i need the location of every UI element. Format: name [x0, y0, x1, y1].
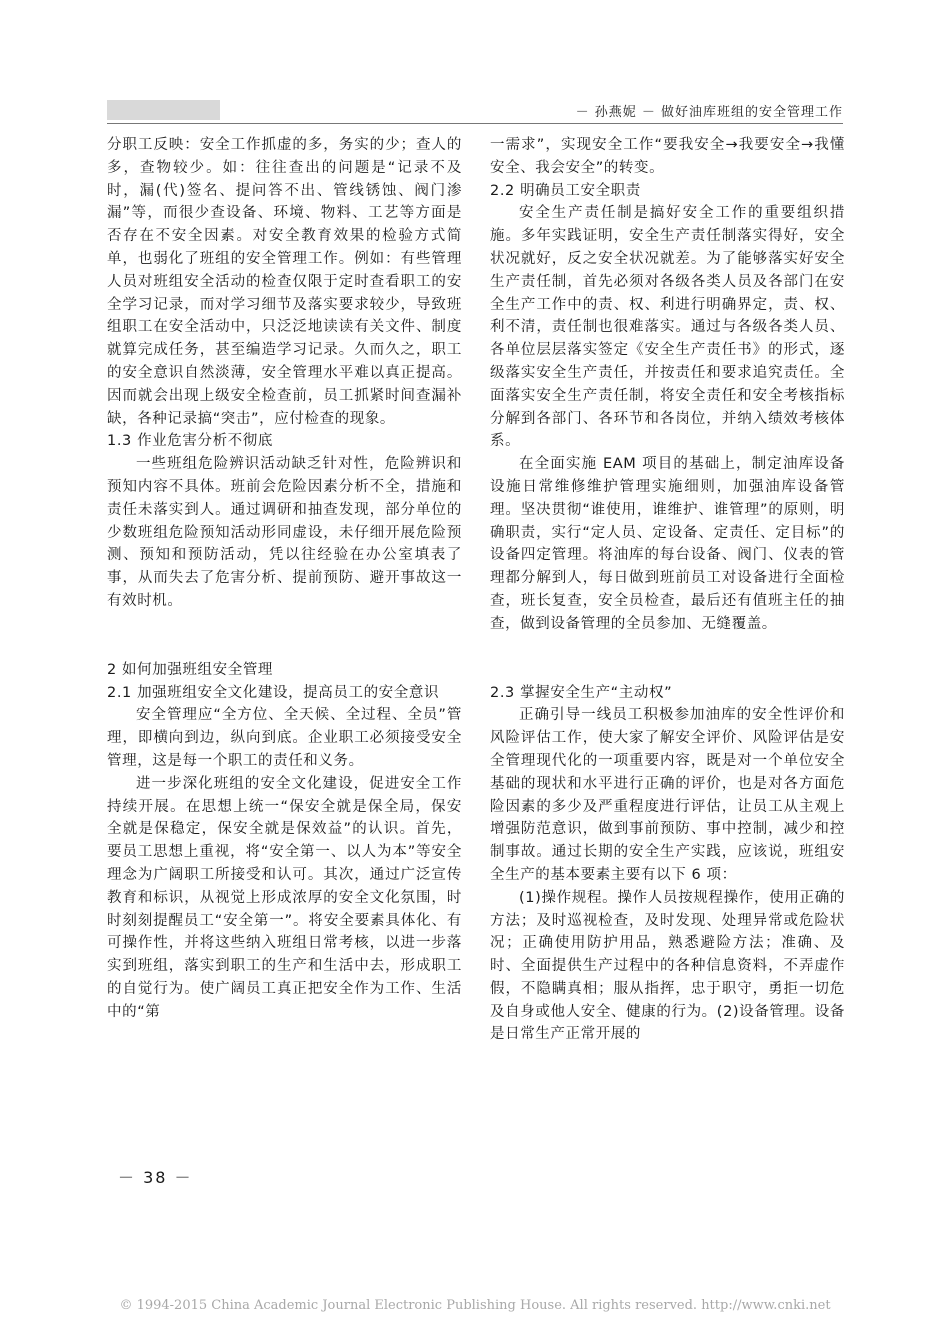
right-paragraph-3: 在全面实施 EAM 项目的基础上，制定油库设备设施日常维修维护管理实施细则，加强油库设备管理。坚决贯彻“谁使用，谁维护、谁管理”的原则，明确职责，实行“定人员、定设备、定责任、定目标”的设备四定管理。将油库的每台设备、阀门、仪表的管理都分解到人，每日做到班前员工对设备进行全面检查，班长复查，安全员检查，最后还有值班主任的抽查，做到设备管理的全员参加、无缝覆盖。 — [490, 456, 845, 632]
page-number: － 38 － — [118, 1168, 193, 1187]
section-heading-2-3: 2.3 掌握安全生产“主动权” — [490, 684, 673, 701]
right-column — [490, 134, 845, 1046]
right-paragraph-5: (1)操作规程。操作人员按规程操作，使用正确的方法；及时巡视检查，及时发现、处理异常或危险状况；正确使用防护用品，熟悉避险方法；准确、及时、全面提供生产过程中的各种信息资料，不弄虚作假，不隐瞒真相；服从指挥，忠于职守，勇拒一切危及自身或他人安全、健康的行为。(2)设备管理。设备是日常生产正常开展的 — [490, 889, 845, 1043]
left-paragraph-2: 一些班组危险辨识活动缺乏针对性，危险辨识和预知内容不具体。班前会危险因素分析不全，措施和责任未落实到人。通过调研和抽查发现，部分单位的少数班组危险预知活动形同虚设，未仔细开展危险预测、预知和预防活动，凭以往经验在办公室填表了事，从而失去了危害分析、提前预防、避开事故这一有效时机。 — [107, 456, 462, 609]
left-paragraph-4: 进一步深化班组的安全文化建设，促进安全工作持续开展。在思想上统一“保安全就是保全局，保安全就是保稳定，保安全就是保效益”的认识。首先，要员工思想上重视，将“安全第一、以人为本”等安全理念为广阔职工所接受和认可。其次，通过广泛宣传教育和标识，从视觉上形成浓厚的安全文化氛围，时时刻刻提醒员工“安全第一”。将安全要素具体化、有可操作性，并将这些纳入班组日常考核，以进一步落实到班组，落实到职工的生产和生活中去，形成职工的自觉行为。使广阔员工真正把安全作为工作、生活中的“第 — [107, 775, 462, 1020]
right-paragraph-4: 正确引导一线员工积极参加油库的安全性评价和风险评估工作，使大家了解安全评价、风险评估是安全管理现代化的一项重要内容，既是对一个单位安全基础的现状和水平进行正确的评价，也是对各方面危险因素的多少及严重程度进行评估，让员工从主观上增强防范意识，做到事前预防、事中控制，减少和控制事故。通过长期的安全生产实践，应该说，班组安全生产的基本要素主要有以下 6 项： — [490, 707, 845, 883]
column-gap — [490, 636, 845, 682]
left-column — [107, 134, 462, 1023]
header-gray-block — [107, 100, 220, 120]
section-heading-1-3: 1.3 作业危害分析不彻底 — [107, 433, 273, 450]
section-heading-2-2: 2.2 明确员工安全职责 — [490, 182, 641, 199]
left-paragraph-3: 安全管理应“全方位、全天候、全过程、全员”管理，即横向到边，纵向到底。企业职工必须接受安全管理，这是每一个职工的责任和义务。 — [107, 707, 462, 769]
column-gap — [107, 613, 462, 659]
section-heading-2: 2 如何加强班组安全管理 — [107, 661, 274, 678]
copyright-footer: © 1994-2015 China Academic Journal Electronic Publishing House. All rights reserved. http://www.cnki.net — [119, 1298, 831, 1313]
running-title: － 孙燕妮 － 做好油库班组的安全管理工作 — [575, 105, 843, 120]
section-heading-2-1: 2.1 加强班组安全文化建设，提高员工的安全意识 — [107, 684, 440, 701]
header-rule — [107, 123, 843, 124]
right-paragraph-1: 一需求”，实现安全工作“要我安全→我要安全→我懂安全、我会安全”的转变。 — [490, 137, 845, 176]
right-paragraph-2: 安全生产责任制是搞好安全工作的重要组织措施。多年实践证明，安全生产责任制落实得好，安全状况就好，反之安全状况就差。为了能够落实好安全生产责任制，首先必须对各级各类人员及各部门在安全生产工作中的责、权、利进行明确界定，责、权、利不清，责任制也很难落实。通过与各级各类人员、各单位层层落实签定《安全生产责任书》的形式，逐级落实安全生产责任，并按责任和要求追究责任。全面落实安全生产责任制，将安全责任和安全考核指标分解到各部门、各环节和各岗位，并纳入绩效考核体系。 — [490, 205, 845, 450]
left-paragraph-1: 分职工反映：安全工作抓虚的多，务实的少；查人的多，查物较少。如：往往查出的问题是“记录不及时，漏(代)签名、提问答不出、管线锈蚀、阀门渗漏”等，而很少查设备、环境、物料、工艺等方面是否存在不安全因素。对安全教育效果的检验方式简单，也弱化了班组的安全管理工作。例如：有些管理人员对班组安全活动的检查仅限于定时查看职工的安全学习记录，而对学习细节及落实要求较少，导致班组职工在安全活动中，只泛泛地读读有关文件、制度就算完成任务，甚至编造学习记录。久而久之，职工的安全意识自然淡薄，安全管理水平难以真正提高。因而就会出现上级安全检查前，员工抓紧时间查漏补缺，各种记录搞“突击”，应付检查的现象。 — [107, 137, 462, 427]
